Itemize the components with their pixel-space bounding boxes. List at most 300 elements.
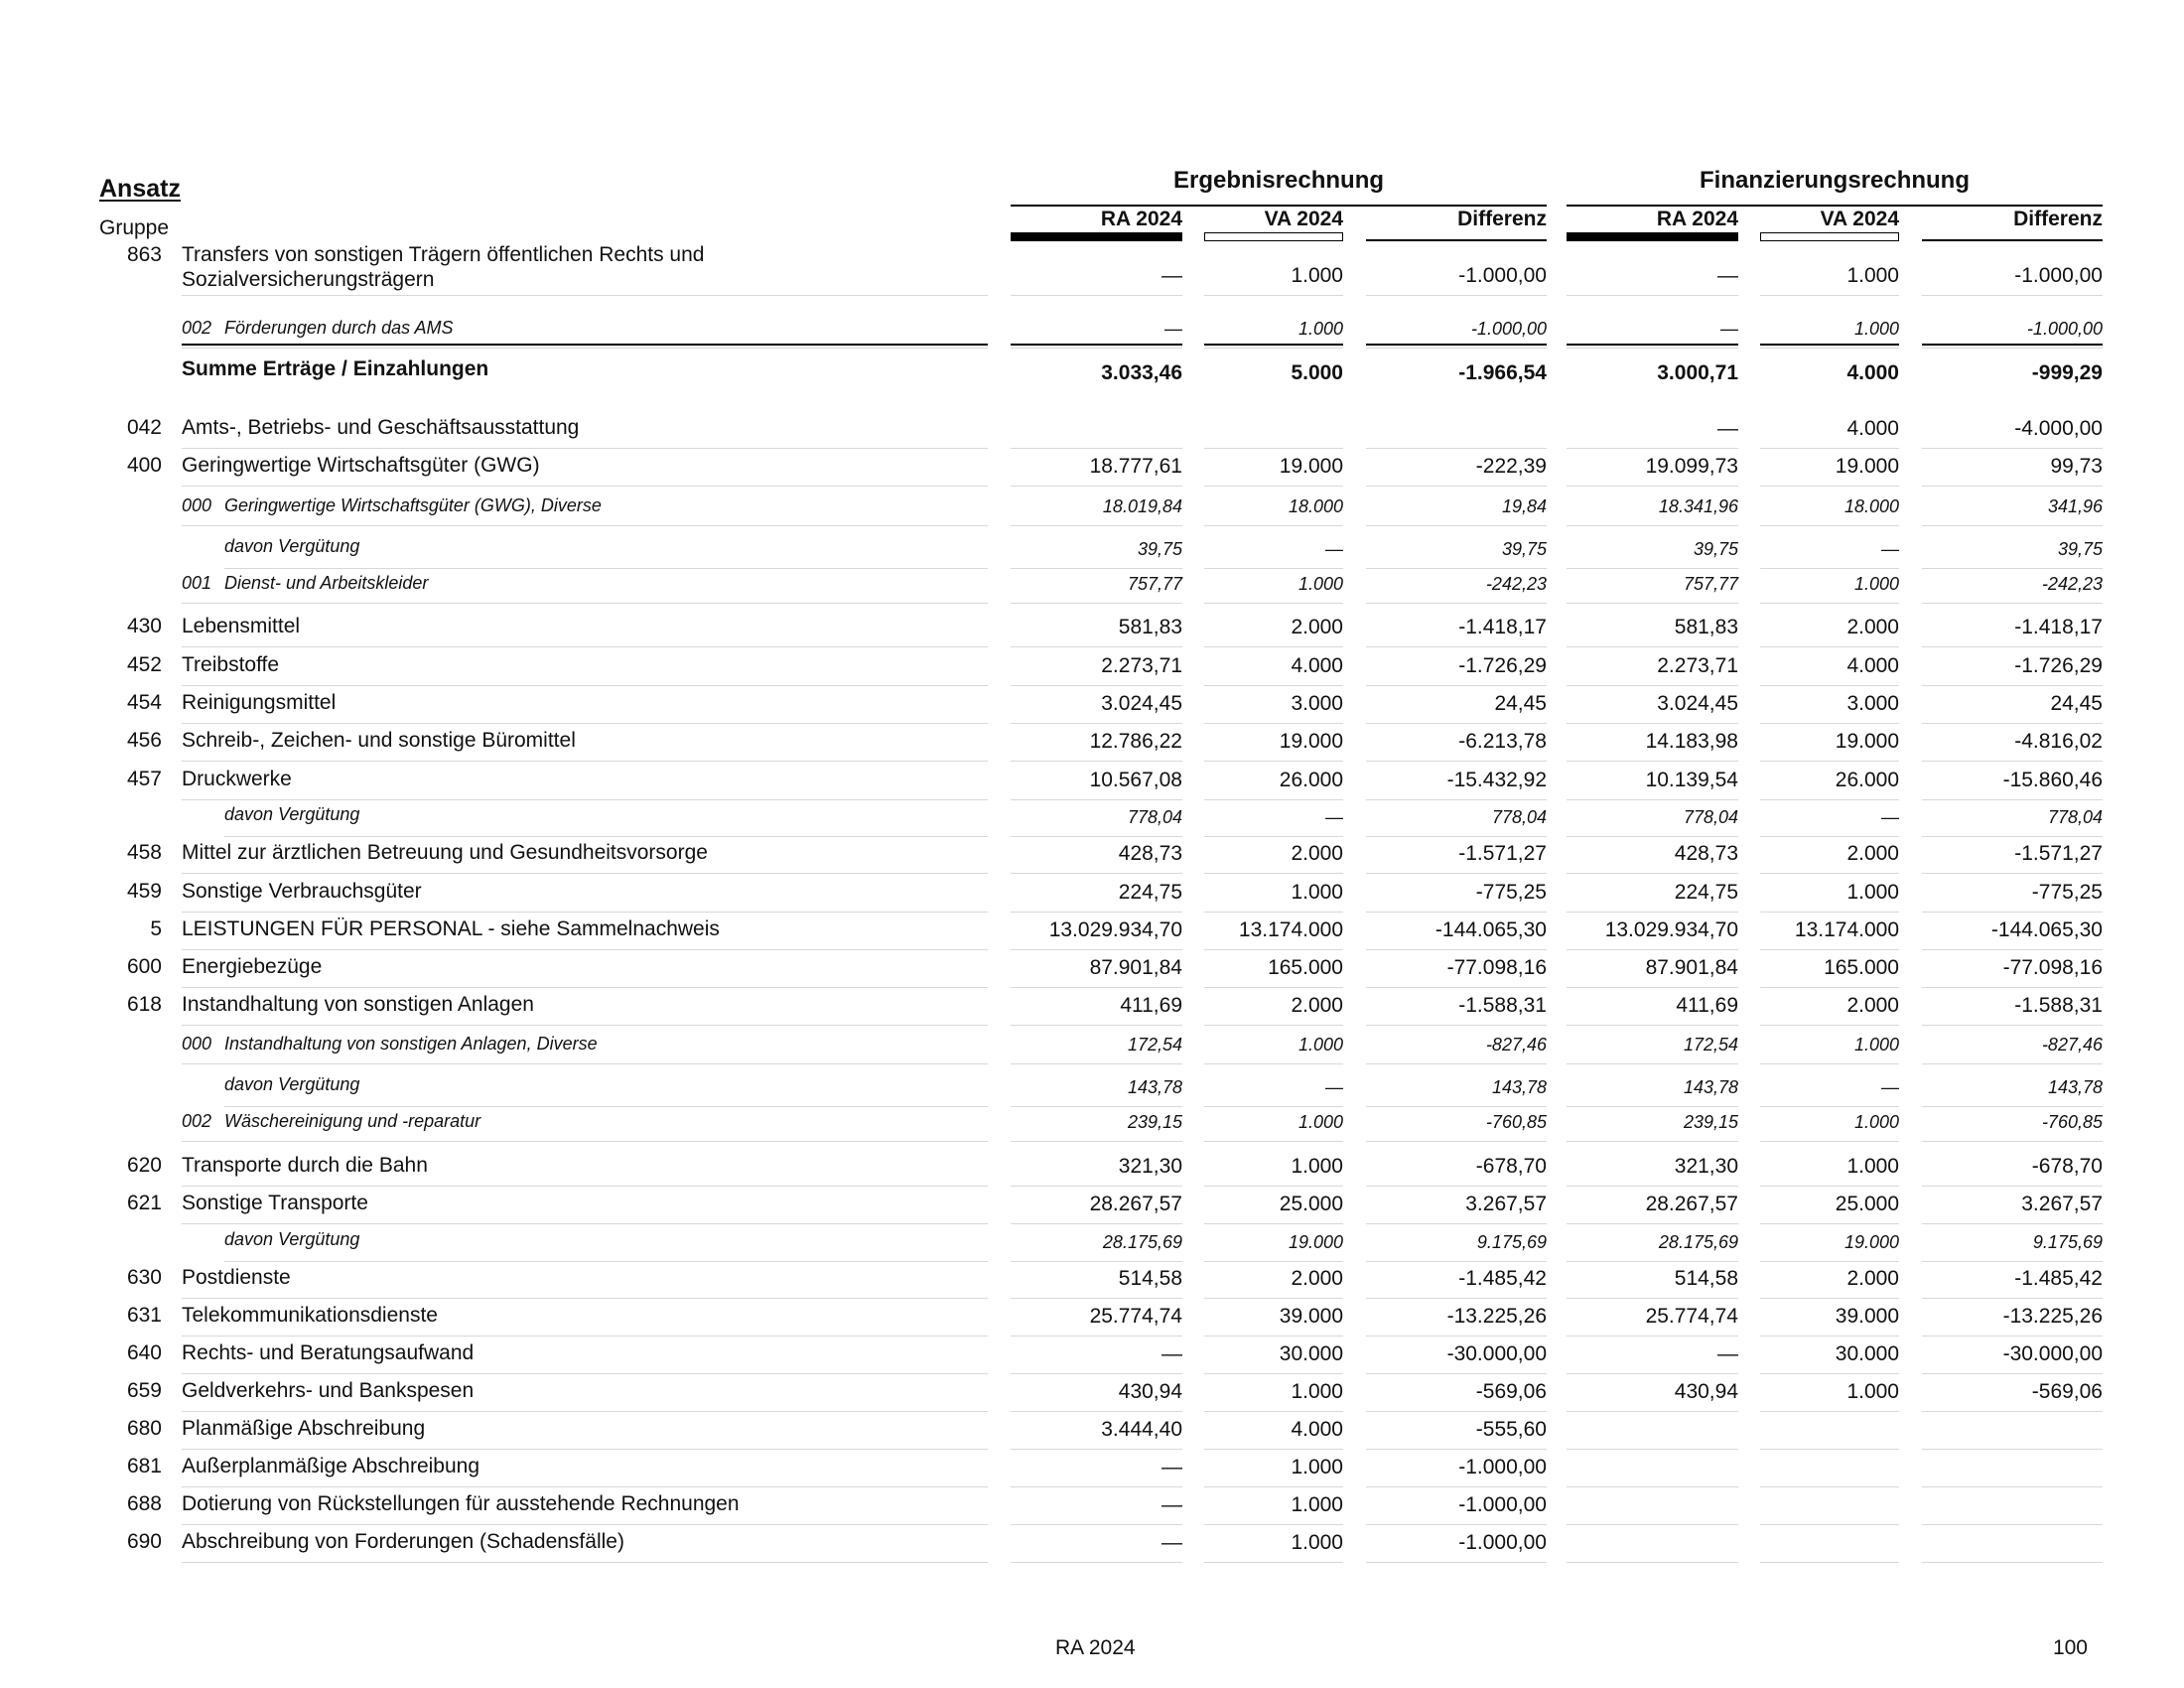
cell-rule xyxy=(1366,1298,1547,1299)
col-header-ra-2024-fin: RA 2024 xyxy=(1656,208,1738,230)
row-rule xyxy=(182,1223,988,1224)
cell-rule xyxy=(1760,525,1899,526)
cell-value: 341,96 xyxy=(2047,496,2103,516)
row-rule xyxy=(182,1063,988,1064)
cell-rule xyxy=(1567,987,1738,988)
row-code: 459 xyxy=(126,880,162,903)
sum-separator xyxy=(1760,344,1899,346)
cell-rule xyxy=(1567,912,1738,913)
cell-rule xyxy=(1366,1106,1547,1107)
row-rule xyxy=(182,912,988,913)
col-header-ra-2024: RA 2024 xyxy=(1100,208,1182,230)
cell-rule xyxy=(1760,646,1899,647)
cell-value: 30.000 xyxy=(1835,1342,1899,1365)
row-rule xyxy=(182,1486,988,1487)
cell-value: 428,73 xyxy=(1118,842,1182,865)
cell-rule xyxy=(1011,1373,1182,1374)
cell-rule xyxy=(1922,761,2103,762)
row-rule xyxy=(182,685,988,686)
row-rule xyxy=(224,1106,988,1107)
cell-value: 19.000 xyxy=(1279,730,1343,753)
cell-value: 19.000 xyxy=(1835,730,1899,753)
row-rule xyxy=(224,836,988,837)
cell-value: 13.174.000 xyxy=(1238,918,1343,941)
cell-value: -222,39 xyxy=(1475,455,1547,478)
cell-rule xyxy=(1922,1411,2103,1412)
cell-value: 9.175,69 xyxy=(1476,1232,1547,1252)
cell-rule xyxy=(1922,295,2103,296)
cell-value: -77.098,16 xyxy=(2002,956,2103,979)
row-code: 640 xyxy=(126,1341,162,1364)
row-description: Transfers von sonstigen Trägern öffentlichen Rechts und xyxy=(182,243,705,266)
cell-value: 10.567,08 xyxy=(1089,769,1182,791)
cell-value: 39.000 xyxy=(1279,1305,1343,1328)
cell-value: -760,85 xyxy=(1485,1112,1547,1132)
cell-rule xyxy=(1011,723,1182,724)
cell-value: 1.000 xyxy=(1853,574,1899,594)
row-description: davon Vergütung xyxy=(224,804,360,824)
cell-rule xyxy=(1204,448,1343,449)
cell-rule xyxy=(1366,1486,1547,1487)
cell-value: -1.000,00 xyxy=(1458,264,1547,287)
cell-rule xyxy=(1567,1562,1738,1563)
ergebnisrechnung-title: Ergebnisrechnung xyxy=(1172,167,1385,194)
cell-rule xyxy=(1204,912,1343,913)
row-rule xyxy=(182,348,988,349)
cell-value: — xyxy=(1161,1456,1182,1478)
cell-value: 514,58 xyxy=(1674,1267,1738,1290)
cell-rule xyxy=(1760,761,1899,762)
row-description: Sonstige Verbrauchsgüter xyxy=(182,880,422,903)
cell-rule xyxy=(1567,448,1738,449)
cell-value: -999,29 xyxy=(2031,361,2103,384)
cell-rule xyxy=(1204,1373,1343,1374)
cell-value: -1.000,00 xyxy=(1470,319,1547,339)
cell-value: 2.000 xyxy=(1291,842,1343,865)
cell-rule xyxy=(1204,646,1343,647)
cell-value: 2.000 xyxy=(1846,1267,1899,1290)
cell-rule xyxy=(1011,568,1182,569)
cell-rule xyxy=(1567,1261,1738,1262)
cell-value: — xyxy=(1881,807,1899,827)
cell-value: 18.341,96 xyxy=(1658,496,1738,516)
row-description: Summe Erträge / Einzahlungen xyxy=(182,357,489,380)
cell-value: — xyxy=(1717,417,1738,440)
cell-rule xyxy=(1366,1025,1547,1026)
cell-value: 581,83 xyxy=(1118,616,1182,638)
cell-value: 18.000 xyxy=(1288,496,1343,516)
row-code: 458 xyxy=(126,841,162,864)
cell-value: 87.901,84 xyxy=(1089,956,1182,979)
cell-rule xyxy=(1366,799,1547,800)
cell-rule xyxy=(1567,486,1738,487)
cell-value: 4.000 xyxy=(1846,361,1899,384)
cell-rule xyxy=(1204,1223,1343,1224)
col-header-va-2024-fin: VA 2024 xyxy=(1820,208,1899,230)
va-column-bar xyxy=(1204,232,1343,241)
finanzierung-rule xyxy=(1567,205,2103,207)
cell-rule xyxy=(1760,685,1899,686)
cell-rule xyxy=(1760,1486,1899,1487)
cell-value: -15.860,46 xyxy=(2002,769,2103,791)
cell-rule xyxy=(1760,1025,1899,1026)
cell-value: 4.000 xyxy=(1291,654,1343,677)
row-rule xyxy=(182,799,988,800)
cell-rule xyxy=(1567,1524,1738,1525)
cell-rule xyxy=(1011,1106,1182,1107)
cell-rule xyxy=(1011,1063,1182,1064)
cell-value: 30.000 xyxy=(1279,1342,1343,1365)
cell-rule xyxy=(1204,1298,1343,1299)
cell-value: -1.418,17 xyxy=(1458,616,1547,638)
cell-value: 39,75 xyxy=(1501,539,1547,559)
row-code: 618 xyxy=(126,993,162,1016)
cell-value: 25.774,74 xyxy=(1089,1305,1182,1328)
cell-value: 1.000 xyxy=(1853,1112,1899,1132)
va-column-bar-fin xyxy=(1760,232,1899,241)
diff-column-rule-fin xyxy=(1922,239,2103,241)
cell-value: -1.000,00 xyxy=(1458,1493,1547,1516)
cell-value: 13.174.000 xyxy=(1794,918,1899,941)
row-description: Mittel zur ärztlichen Betreuung und Gesundheitsvorsorge xyxy=(182,841,708,864)
cell-rule xyxy=(1567,525,1738,526)
cell-rule xyxy=(1760,1298,1899,1299)
cell-rule xyxy=(1760,603,1899,604)
cell-value: 25.774,74 xyxy=(1645,1305,1738,1328)
cell-rule xyxy=(1567,1063,1738,1064)
cell-value: -1.000,00 xyxy=(1458,1456,1547,1478)
cell-value: 239,15 xyxy=(1683,1112,1738,1132)
cell-rule xyxy=(1204,295,1343,296)
sum-separator xyxy=(1204,344,1343,346)
cell-value: -1.571,27 xyxy=(2014,842,2103,865)
row-rule xyxy=(182,603,988,604)
cell-rule xyxy=(1760,1141,1899,1142)
row-code: 631 xyxy=(126,1304,162,1327)
cell-value: 3.033,46 xyxy=(1101,361,1182,384)
row-rule xyxy=(182,1411,988,1412)
cell-rule xyxy=(1567,1486,1738,1487)
cell-value: -1.418,17 xyxy=(2014,616,2103,638)
cell-rule xyxy=(1922,723,2103,724)
cell-value: 28.267,57 xyxy=(1089,1193,1182,1215)
cell-value: 1.000 xyxy=(1291,1456,1343,1478)
cell-value: 778,04 xyxy=(2047,807,2103,827)
gruppe-label: Gruppe xyxy=(99,216,170,239)
cell-rule xyxy=(1567,1411,1738,1412)
row-description: Abschreibung von Forderungen (Schadensfälle) xyxy=(182,1530,624,1553)
cell-rule xyxy=(1011,1449,1182,1450)
cell-rule xyxy=(1366,1411,1547,1412)
cell-rule xyxy=(1567,1106,1738,1107)
cell-value: -6.213,78 xyxy=(1458,730,1547,753)
cell-value: 28.267,57 xyxy=(1645,1193,1738,1215)
cell-rule xyxy=(1204,761,1343,762)
cell-value: 99,73 xyxy=(2050,455,2103,478)
cell-rule xyxy=(1366,348,1547,349)
ra-column-bar-fin xyxy=(1567,232,1738,241)
cell-value: 28.175,69 xyxy=(1658,1232,1738,1252)
cell-value: 172,54 xyxy=(1127,1035,1182,1055)
cell-value: 5.000 xyxy=(1291,361,1343,384)
row-rule xyxy=(182,1186,988,1187)
cell-rule xyxy=(1366,1261,1547,1262)
cell-value: 3.444,40 xyxy=(1101,1418,1182,1441)
cell-rule xyxy=(1760,949,1899,950)
cell-value: 2.000 xyxy=(1846,994,1899,1017)
cell-value: — xyxy=(1325,807,1343,827)
cell-rule xyxy=(1922,912,2103,913)
row-code: 454 xyxy=(126,691,162,714)
row-code: 430 xyxy=(126,615,162,637)
cell-value: 39.000 xyxy=(1835,1305,1899,1328)
row-rule xyxy=(182,448,988,449)
cell-rule xyxy=(1567,873,1738,874)
cell-rule xyxy=(1922,1261,2103,1262)
row-code: 630 xyxy=(126,1266,162,1289)
cell-rule xyxy=(1366,987,1547,988)
cell-value: -1.726,29 xyxy=(2014,654,2103,677)
cell-rule xyxy=(1366,1449,1547,1450)
cell-rule xyxy=(1011,646,1182,647)
cell-rule xyxy=(1011,1486,1182,1487)
diff-column-rule xyxy=(1366,239,1547,241)
col-header-differenz-fin: Differenz xyxy=(2013,208,2103,230)
row-description: Geringwertige Wirtschaftsgüter (GWG), Diverse xyxy=(224,495,602,515)
cell-value: 1.000 xyxy=(1846,264,1899,287)
row-description: Druckwerke xyxy=(182,768,292,790)
cell-rule xyxy=(1922,685,2103,686)
cell-value: 24,45 xyxy=(2050,692,2103,715)
row-code: 457 xyxy=(126,768,162,790)
cell-value: 26.000 xyxy=(1835,769,1899,791)
cell-rule xyxy=(1366,568,1547,569)
cell-value: 428,73 xyxy=(1674,842,1738,865)
cell-rule xyxy=(1366,1524,1547,1525)
cell-rule xyxy=(1567,1373,1738,1374)
cell-rule xyxy=(1760,873,1899,874)
cell-rule xyxy=(1760,1063,1899,1064)
cell-rule xyxy=(1011,1141,1182,1142)
ergebnis-rule xyxy=(1011,205,1547,207)
cell-value: -242,23 xyxy=(2041,574,2103,594)
cell-value: 13.029.934,70 xyxy=(1604,918,1738,941)
sum-separator xyxy=(1366,344,1547,346)
cell-rule xyxy=(1366,525,1547,526)
row-code: 620 xyxy=(126,1154,162,1177)
cell-rule xyxy=(1760,1562,1899,1563)
cell-rule xyxy=(1922,525,2103,526)
cell-rule xyxy=(1204,568,1343,569)
cell-rule xyxy=(1922,873,2103,874)
cell-value: 25.000 xyxy=(1835,1193,1899,1215)
cell-rule xyxy=(1922,1186,2103,1187)
cell-value: 1.000 xyxy=(1853,319,1899,339)
cell-value: 39,75 xyxy=(1693,539,1738,559)
cell-rule xyxy=(1366,761,1547,762)
cell-rule xyxy=(1922,836,2103,837)
cell-rule xyxy=(1922,603,2103,604)
cell-value: 13.029.934,70 xyxy=(1048,918,1182,941)
cell-rule xyxy=(1922,949,2103,950)
cell-rule xyxy=(1922,799,2103,800)
cell-value: -569,06 xyxy=(2031,1380,2103,1403)
cell-value: — xyxy=(1164,319,1182,339)
cell-value: — xyxy=(1161,1493,1182,1516)
cell-rule xyxy=(1366,486,1547,487)
cell-rule xyxy=(1366,1186,1547,1187)
cell-value: 4.000 xyxy=(1846,654,1899,677)
footer-ra-2024: RA 2024 xyxy=(1055,1636,1136,1659)
cell-value: 9.175,69 xyxy=(2032,1232,2103,1252)
row-rule xyxy=(182,1298,988,1299)
cell-rule xyxy=(1922,1562,2103,1563)
row-description: Energiebezüge xyxy=(182,955,323,978)
cell-rule xyxy=(1366,873,1547,874)
sum-separator xyxy=(1011,344,1182,346)
cell-value: — xyxy=(1161,1531,1182,1554)
cell-value: 1.000 xyxy=(1291,1531,1343,1554)
row-rule xyxy=(224,568,988,569)
cell-value: 1.000 xyxy=(1846,1380,1899,1403)
cell-rule xyxy=(1366,448,1547,449)
cell-rule xyxy=(1204,1025,1343,1026)
cell-rule xyxy=(1366,836,1547,837)
cell-rule xyxy=(1366,949,1547,950)
cell-value: -1.000,00 xyxy=(1458,1531,1547,1554)
cell-rule xyxy=(1366,1373,1547,1374)
cell-value: 2.000 xyxy=(1291,616,1343,638)
cell-value: 757,77 xyxy=(1683,574,1738,594)
cell-value: 430,94 xyxy=(1118,1380,1182,1403)
row-description: Transporte durch die Bahn xyxy=(182,1154,428,1177)
page-number: 100 xyxy=(2052,1636,2088,1659)
cell-rule xyxy=(1760,1186,1899,1187)
cell-value: 1.000 xyxy=(1846,1155,1899,1178)
cell-value: 321,30 xyxy=(1674,1155,1738,1178)
row-description: Schreib-, Zeichen- und sonstige Büromittel xyxy=(182,729,576,752)
cell-value: 1.000 xyxy=(1291,881,1343,904)
cell-value: — xyxy=(1720,319,1738,339)
cell-rule xyxy=(1567,1186,1738,1187)
cell-value: — xyxy=(1161,1342,1182,1365)
sum-separator xyxy=(182,344,988,346)
cell-rule xyxy=(1760,987,1899,988)
cell-rule xyxy=(1366,646,1547,647)
cell-rule xyxy=(1922,568,2103,569)
cell-value: 3.024,45 xyxy=(1657,692,1738,715)
cell-value: -77.098,16 xyxy=(1446,956,1547,979)
row-description: Telekommunikationsdienste xyxy=(182,1304,438,1327)
cell-rule xyxy=(1567,348,1738,349)
cell-value: 411,69 xyxy=(1120,994,1182,1017)
cell-value: -1.485,42 xyxy=(1458,1267,1547,1290)
cell-value: 3.000,71 xyxy=(1657,361,1738,384)
row-rule xyxy=(182,987,988,988)
cell-rule xyxy=(1204,525,1343,526)
cell-rule xyxy=(1204,949,1343,950)
cell-rule xyxy=(1011,1261,1182,1262)
row-rule xyxy=(224,1261,988,1262)
cell-rule xyxy=(1366,603,1547,604)
cell-rule xyxy=(1760,295,1899,296)
col-header-differenz: Differenz xyxy=(1457,208,1547,230)
cell-value: 1.000 xyxy=(1291,264,1343,287)
cell-value: 24,45 xyxy=(1494,692,1547,715)
cell-rule xyxy=(1366,912,1547,913)
ra-column-bar xyxy=(1011,232,1182,241)
row-rule xyxy=(182,1449,988,1450)
cell-rule xyxy=(1567,799,1738,800)
cell-value: -15.432,92 xyxy=(1446,769,1547,791)
row-description: LEISTUNGEN FÜR PERSONAL - siehe Sammelnachweis xyxy=(182,917,720,940)
cell-rule xyxy=(1567,295,1738,296)
cell-rule xyxy=(1011,949,1182,950)
row-description: Wäschereinigung und -reparatur xyxy=(224,1111,481,1131)
cell-value: -678,70 xyxy=(1475,1155,1547,1178)
cell-value: 39,75 xyxy=(2057,539,2103,559)
cell-rule xyxy=(1204,1486,1343,1487)
cell-rule xyxy=(1204,603,1343,604)
cell-rule xyxy=(1366,295,1547,296)
cell-rule xyxy=(1567,1298,1738,1299)
cell-rule xyxy=(1204,1141,1343,1142)
cell-rule xyxy=(1922,1223,2103,1224)
cell-rule xyxy=(1567,646,1738,647)
cell-value: 172,54 xyxy=(1683,1035,1738,1055)
row-code: 042 xyxy=(126,416,162,439)
row-rule xyxy=(182,1141,988,1142)
cell-value: 1.000 xyxy=(1291,1380,1343,1403)
cell-rule xyxy=(1011,799,1182,800)
cell-rule xyxy=(1760,448,1899,449)
cell-rule xyxy=(1922,1025,2103,1026)
row-rule xyxy=(182,723,988,724)
cell-rule xyxy=(1922,448,2103,449)
cell-value: -144.065,30 xyxy=(1434,918,1547,941)
cell-rule xyxy=(1760,568,1899,569)
row-description: Reinigungsmittel xyxy=(182,691,337,714)
row-rule xyxy=(182,1524,988,1525)
cell-value: 39,75 xyxy=(1137,539,1182,559)
cell-value: 143,78 xyxy=(2047,1077,2103,1097)
cell-value: -1.485,42 xyxy=(2014,1267,2103,1290)
cell-value: -827,46 xyxy=(1485,1035,1547,1055)
cell-rule xyxy=(1011,836,1182,837)
cell-rule xyxy=(1204,348,1343,349)
cell-value: 18.000 xyxy=(1843,496,1899,516)
row-description: Amts-, Betriebs- und Geschäftsausstattung xyxy=(182,416,580,439)
cell-value: — xyxy=(1717,264,1738,287)
cell-value: 411,69 xyxy=(1676,994,1738,1017)
cell-value: 19.000 xyxy=(1288,1232,1343,1252)
cell-value: 4.000 xyxy=(1846,417,1899,440)
cell-value: -760,85 xyxy=(2041,1112,2103,1132)
cell-rule xyxy=(1011,1411,1182,1412)
cell-value: 19.099,73 xyxy=(1645,455,1738,478)
cell-value: -827,46 xyxy=(2041,1035,2103,1055)
cell-rule xyxy=(1366,1141,1547,1142)
row-description: davon Vergütung xyxy=(224,536,360,556)
cell-value: 3.024,45 xyxy=(1101,692,1182,715)
cell-rule xyxy=(1567,1025,1738,1026)
cell-rule xyxy=(1011,348,1182,349)
row-description: Postdienste xyxy=(182,1266,291,1289)
cell-rule xyxy=(1011,1298,1182,1299)
row-description-line2: Sozialversicherungsträgern xyxy=(182,268,435,291)
cell-rule xyxy=(1567,1141,1738,1142)
cell-rule xyxy=(1922,348,2103,349)
